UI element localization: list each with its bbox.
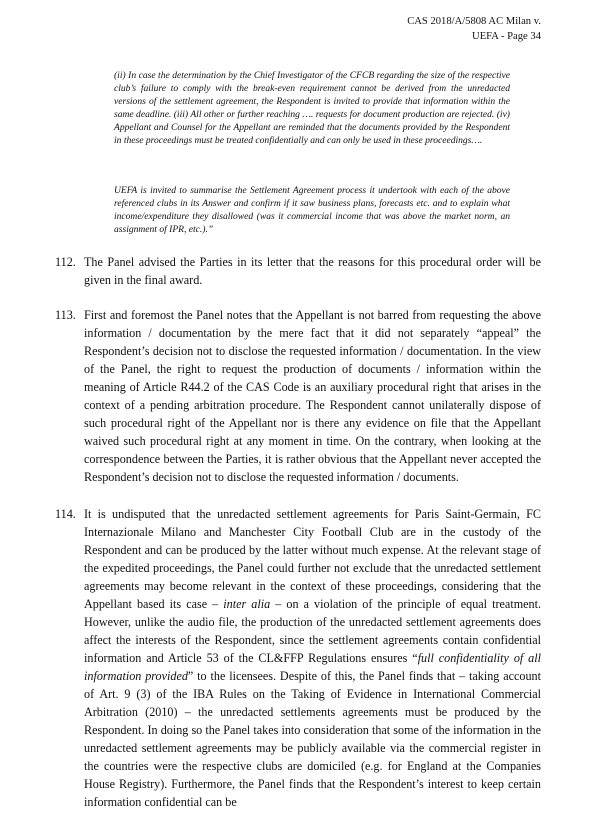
header-case-reference: CAS 2018/A/5808 AC Milan v. [407, 16, 541, 27]
text-segment: It is undisputed that the unredacted settlement agreements for Paris Saint-Germain, FC Internazionale Milano and Manchester City Football Club are in the custody of the Respondent and can be produced by the latter without much expense. At the relevant stage of the expedited proceedings, the Panel could further not exclude that the unredacted settlement agreements may become relevant in the context of these proceedings, considering that the Appellant based its case – [84, 507, 541, 611]
paragraph-text: The Panel advised the Parties in its letter that the reasons for this procedural order will be given in the final award. [84, 255, 541, 287]
paragraph-number: 112. [55, 255, 76, 269]
page-header [407, 14, 541, 44]
emphasis-full-confidentiality: full confidentiality of all information provided [84, 651, 541, 683]
emphasis-inter-alia: inter alia [223, 597, 271, 611]
paragraph-text [84, 505, 541, 811]
text-segment: – on a violation of the principle of equal treatment. However, unlike the audio file, the production of the unredacted settlement agreements does affect the interests of the Respondent, since the settlement agreements contain confidential information and Article 53 of the CL&FFP Regulations ensures “ [84, 597, 541, 665]
header-page-number: UEFA - Page 34 [472, 31, 541, 42]
quoted-uefa-instruction: UEFA is invited to summarise the Settlement Agreement process it undertook with each of the above referenced clubs in its Answer and confirm if it saw business plans, forecasts etc. and to explain what income/expenditure they disallowed (was it commercial income that was above the market norm, an assignment of IPR, etc.).” [114, 185, 510, 236]
paragraph-number: 113. [55, 308, 76, 322]
text-segment: ” to the licensees. Despite of this, the Panel finds that – taking account of Art. 9 (3) of the IBA Rules on the Taking of Evidence in International Commercial Arbitration (2010) – the unredacted settlements agreements must be produced by the Respondent. In doing so the Panel takes into consideration that some of the information in the unredacted settlement agreements may be publicly available via the commercial register in the countries were the respective clubs are domiciled (e.g. for England at the Companies House Registry). Furthermore, the Panel finds that the Respondent’s interest to keep certain information confidential can be [84, 669, 541, 809]
paragraph-number: 114. [55, 507, 76, 521]
paragraph-text: First and foremost the Panel notes that the Appellant is not barred from requesting the above information / documentation by the mere fact that it did not separately “appeal” the Respondent’s decision not to disclose the requested information / documentation. In the view of the Panel, the right to request the production of documents / information within the meaning of Article R44.2 of the CAS Code is an auxiliary procedural right that arises in the context of a pending arbitration procedure. The Respondent cannot unilaterally dispose of such procedural right of the Appellant nor is there any evidence on file that the Appellant waived such procedural right at any moment in time. On the contrary, when looking at the correspondence between the Parties, it is rather obvious that the Appellant never accepted the Respondent’s decision not to disclose the requested information / documents. [84, 308, 541, 484]
quoted-procedural-order-excerpt: (ii) In case the determination by the Chief Investigator of the CFCB regarding the size of the respective club’s failure to comply with the break-even requirement cannot be derived from the unredacted versions of the settlement agreement, the Respondent is invited to provide that information within the same deadline. (iii) All other or further reaching …. requests for document production are rejected. (iv) Appellant and Counsel for the Appellant are reminded that the documents provided by the Respondent in these proceedings must be treated confidentially and can only be used in these proceedings…. [114, 70, 510, 147]
